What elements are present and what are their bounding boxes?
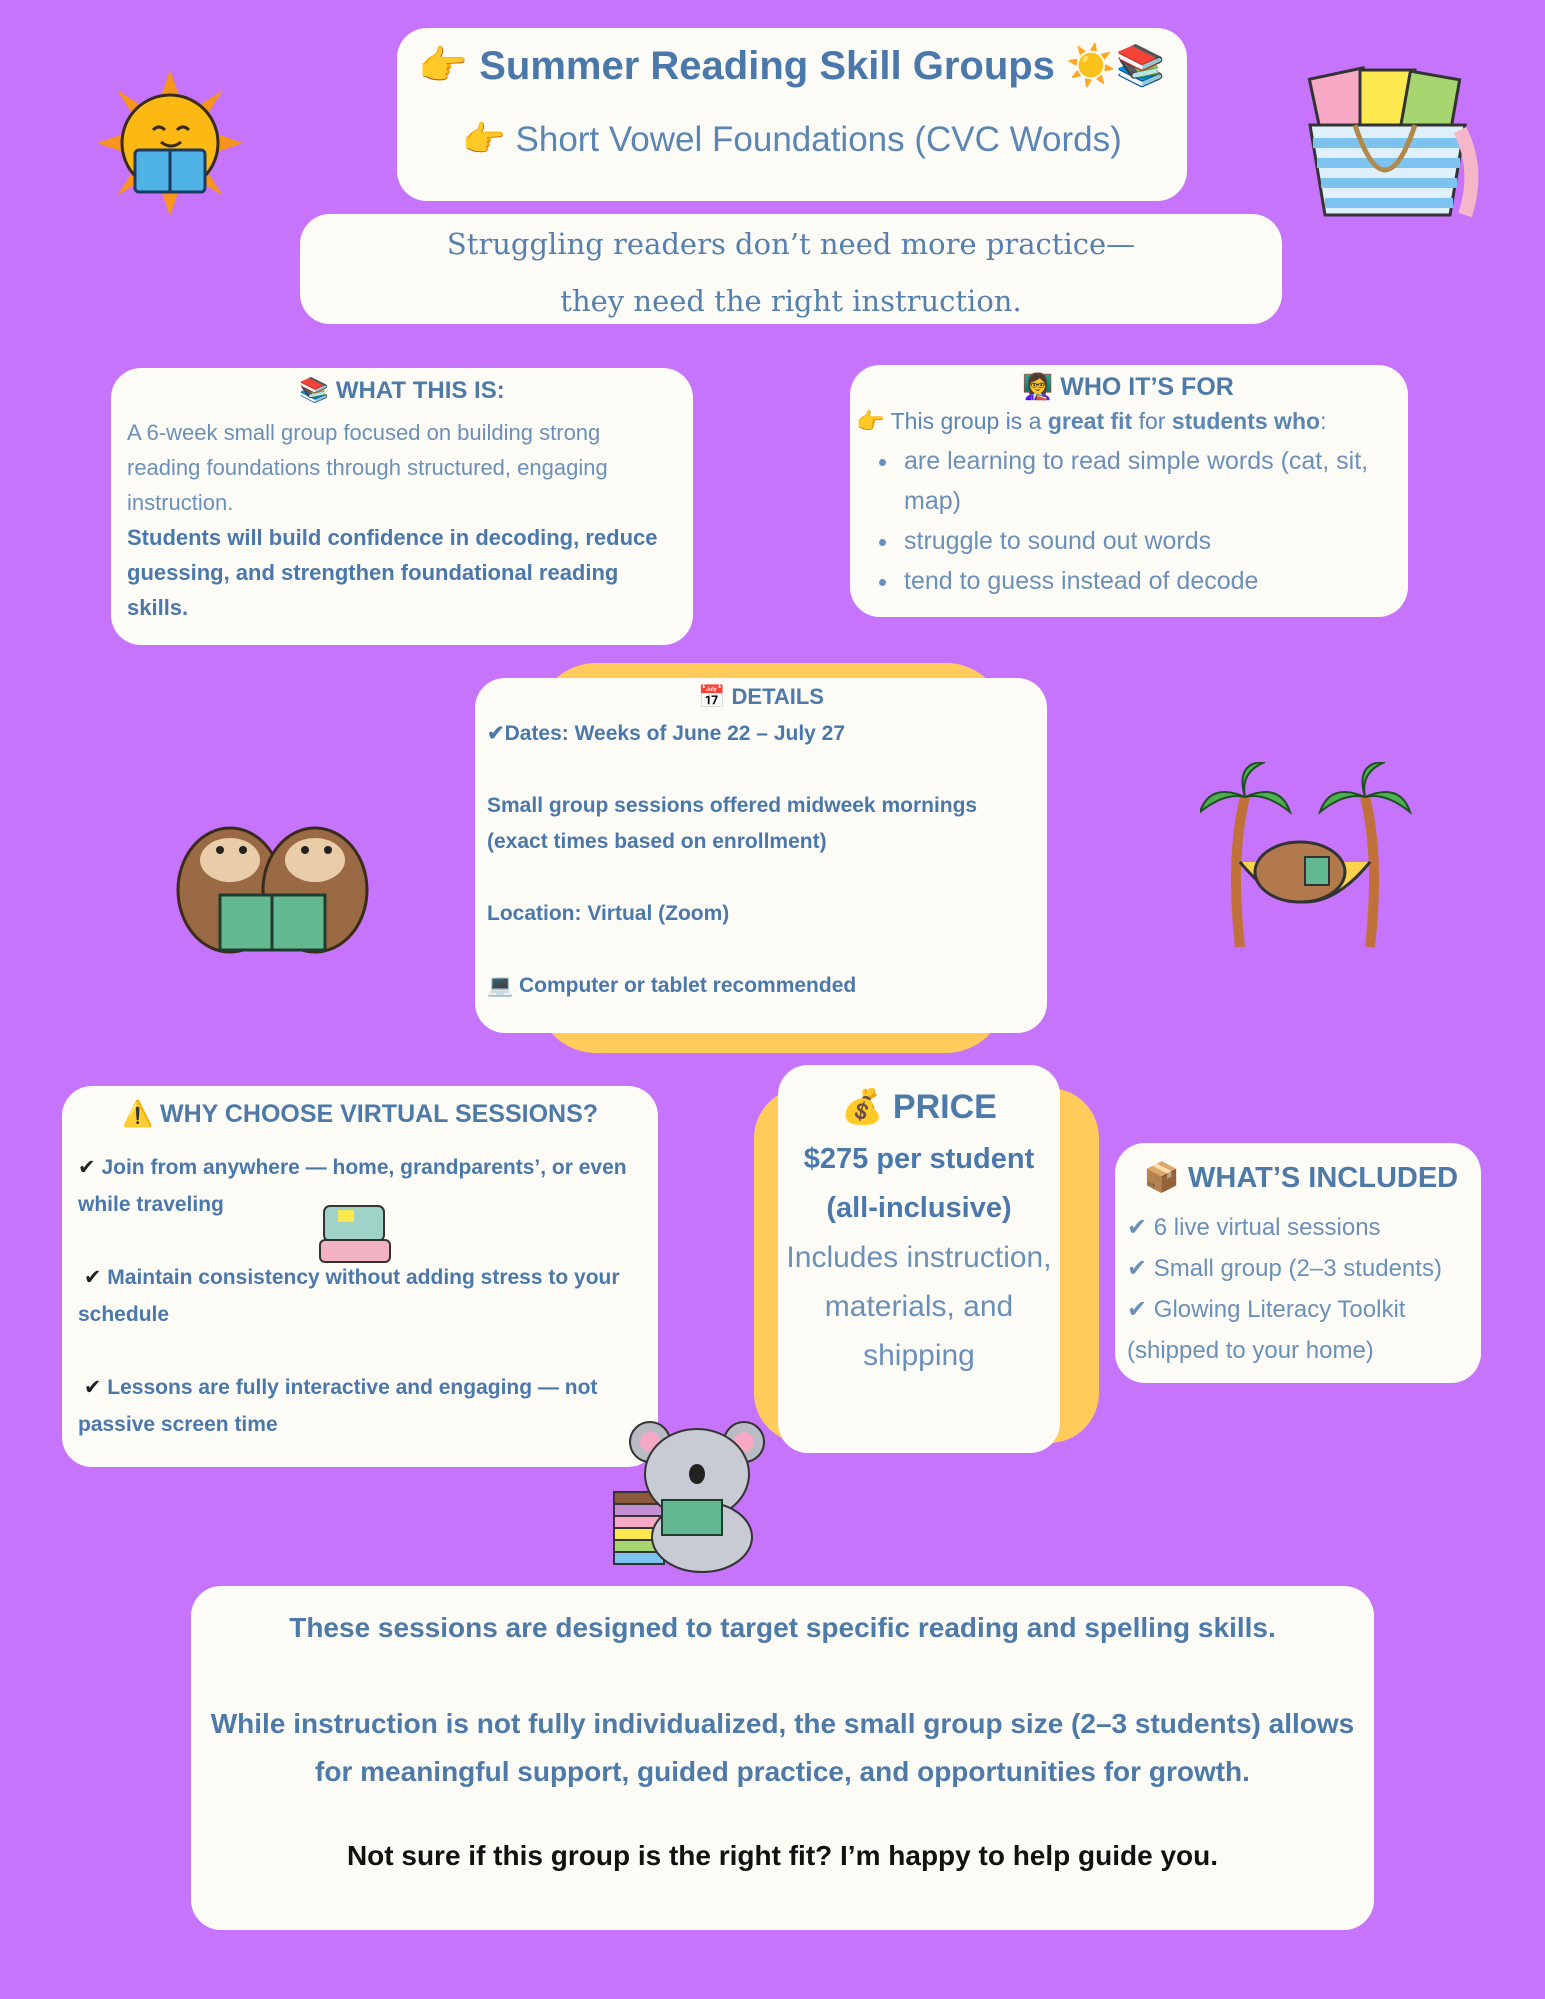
page-subtitle: 👉 Short Vowel Foundations (CVC Words) [462, 120, 1122, 159]
intro-text: 👉 This group is a [856, 408, 1048, 434]
capybara-hammock-icon [1200, 762, 1415, 952]
suitcase-icon [316, 1196, 396, 1268]
bottom-line-1: These sessions are designed to target specific reading and spelling skills. [289, 1612, 1276, 1643]
intro-bold: students who [1171, 408, 1321, 434]
why-item [78, 1369, 642, 1443]
price-card [778, 1065, 1060, 1453]
price-includes: Includes instruction, materials, and shipping [786, 1241, 1052, 1372]
details-location: Location: Virtual (Zoom) [487, 902, 730, 925]
details-device: 💻 Computer or tablet recommended [487, 974, 857, 997]
details-heading: 📅 DETAILS [698, 684, 824, 709]
included-item: ✔ Glowing Literacy Toolkit [1127, 1296, 1406, 1323]
tagline-line-2: they need the right instruction. [560, 284, 1022, 318]
otters-reading-icon [165, 800, 385, 960]
koala-books-icon [612, 1412, 782, 1577]
who-its-for-list [900, 441, 1400, 601]
bottom-card [191, 1586, 1374, 1930]
who-its-for-intro [856, 408, 1400, 435]
why-virtual-card [62, 1086, 658, 1467]
what-this-is-heading: 📚 WHAT THIS IS: [299, 377, 505, 404]
tagline-card [300, 214, 1282, 324]
check-icon: ✔ [78, 1156, 96, 1179]
sun-reading-icon [95, 68, 245, 218]
included-item: (shipped to your home) [1127, 1337, 1374, 1364]
why-item-text: Maintain consistency without adding stress to your schedule [78, 1266, 620, 1326]
details-dates: ✔Dates: Weeks of June 22 – July 27 [487, 722, 846, 745]
intro-text: : [1320, 408, 1327, 434]
bottom-cta: Not sure if this group is the right fit? I’m happy to help guide you. [346, 1840, 1219, 1871]
beach-bag-icon [1295, 55, 1485, 225]
what-this-is-bold: Students will build confidence in decoding, reduce guessing, and strengthen foundational reading skills. [127, 525, 658, 620]
who-its-for-card [850, 365, 1408, 617]
included-item: ✔ 6 live virtual sessions [1127, 1214, 1381, 1241]
list-item: • are learning to read simple words (cat, sit, map) [900, 441, 1400, 521]
title-card [397, 28, 1187, 201]
details-sessions: Small group sessions offered midweek mornings (exact times based on enrollment) [487, 794, 978, 853]
bottom-line-2: While instruction is not fully individualized, the small group size (2–3 students) allows for meaningful support, guided practice, and opportunities for growth. [210, 1708, 1355, 1787]
why-virtual-heading: ⚠️ WHY CHOOSE VIRTUAL SESSIONS? [121, 1100, 599, 1128]
check-icon: ✔ [83, 1376, 102, 1399]
check-icon: ✔ [83, 1266, 102, 1289]
price-amount: $275 per student (all-inclusive) [803, 1143, 1035, 1224]
list-item: • struggle to sound out words [900, 521, 1400, 561]
price-heading: 💰 PRICE [841, 1088, 997, 1126]
who-its-for-heading: 👩‍🏫 WHO IT’S FOR [1022, 373, 1234, 401]
whats-included-card [1115, 1143, 1481, 1383]
tagline-line-1: Struggling readers don’t need more practice— [446, 227, 1136, 261]
details-card [475, 678, 1047, 1033]
list-item: • tend to guess instead of decode [900, 561, 1400, 601]
intro-bold: great fit [1047, 408, 1133, 434]
why-item [78, 1259, 642, 1333]
intro-text: for [1132, 408, 1172, 434]
whats-included-heading: 📦 WHAT’S INCLUDED [1143, 1162, 1459, 1194]
page-title: 👉 Summer Reading Skill Groups ☀️📚 [418, 44, 1166, 88]
what-this-is-body: A 6-week small group focused on building strong reading foundations through structured, engaging instruction. [127, 420, 608, 515]
why-item-text: Lessons are fully interactive and engaging — not passive screen time [78, 1376, 598, 1436]
why-item-text: Join from anywhere — home, grandparents’, or even while traveling [78, 1156, 627, 1216]
what-this-is-card [111, 368, 693, 645]
included-item: ✔ Small group (2–3 students) [1127, 1255, 1442, 1282]
